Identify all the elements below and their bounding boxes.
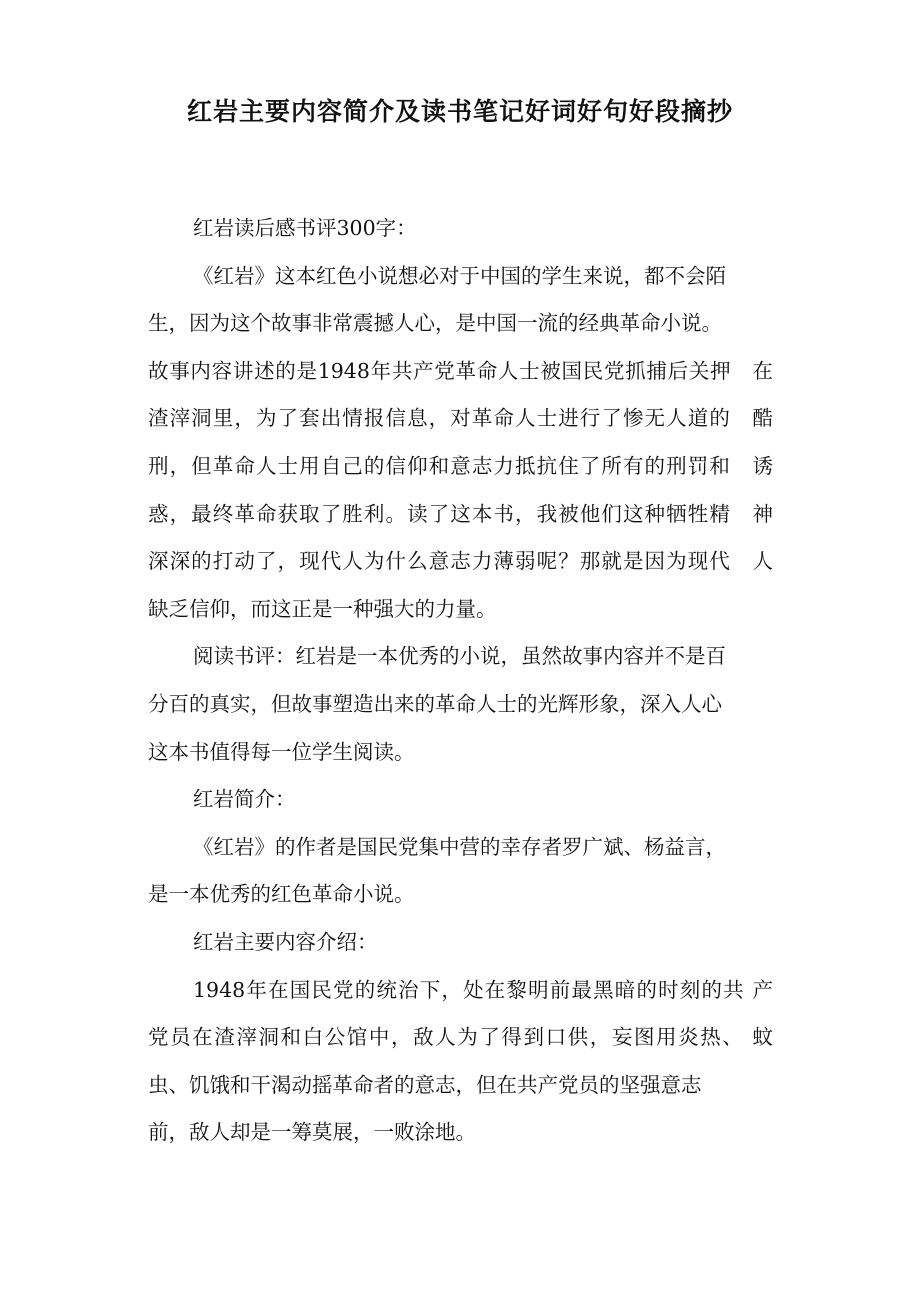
paragraph-line: 这本书值得每一位学生阅读。 (148, 739, 415, 764)
paragraph-line: 《红岩》的作者是国民党集中营的幸存者罗广斌、杨益言， (193, 834, 726, 859)
paragraph-line: 党员在渣滓洞和白公馆中，敌人为了得到口供，妄图用炎热、 蚊 (148, 1025, 773, 1050)
document-body (148, 205, 773, 1157)
paragraph-line: 前，敌人却是一筹莫展，一败涂地。 (148, 1120, 476, 1145)
section-heading: 红岩简介： (193, 787, 296, 812)
paragraph-line: 1948年在国民党的统治下，处在黎明前最黑暗的时刻的共 产 (193, 977, 773, 1002)
paragraph-line: 虫、饥饿和干渴动摇革命者的意志，但在共产党员的坚强意志 (148, 1072, 702, 1097)
paragraph-line: 惑，最终革命获取了胜利。读了这本书，我被他们这种牺牲精 神 (148, 501, 773, 526)
paragraph-line: 缺乏信仰，而这正是一种强大的力量。 (148, 596, 497, 621)
paragraph-line: 故事内容讲述的是1948年共产党革命人士被国民党抓捕后关押 在 (148, 358, 773, 383)
paragraph-line: 分百的真实，但故事塑造出来的革命人士的光辉形象，深入人心 (148, 691, 722, 716)
section-heading: 红岩读后感书评300字： (193, 216, 417, 240)
paragraph-line: 《红岩》这本红色小说想必对于中国的学生来说，都不会陌 (193, 263, 726, 288)
paragraph-line: 深深的打动了，现代人为什么意志力薄弱呢？那就是因为现代 人 (148, 549, 773, 574)
paragraph-line: 生，因为这个故事非常震撼人心，是中国一流的经典革命小说。 (148, 311, 722, 336)
paragraph-line: 渣滓洞里，为了套出情报信息，对革命人士进行了惨无人道的 酷 (148, 406, 773, 431)
section-heading: 红岩主要内容介绍： (193, 929, 378, 954)
paragraph-line: 刑，但革命人士用自己的信仰和意志力抵抗住了所有的刑罚和 诱 (148, 453, 773, 478)
paragraph-line: 阅读书评：红岩是一本优秀的小说，虽然故事内容并不是百 (193, 644, 726, 669)
paragraph-line: 是一本优秀的红色革命小说。 (148, 882, 415, 907)
document-title: 红岩主要内容简介及读书笔记好词好句好段摘抄 (186, 97, 733, 126)
